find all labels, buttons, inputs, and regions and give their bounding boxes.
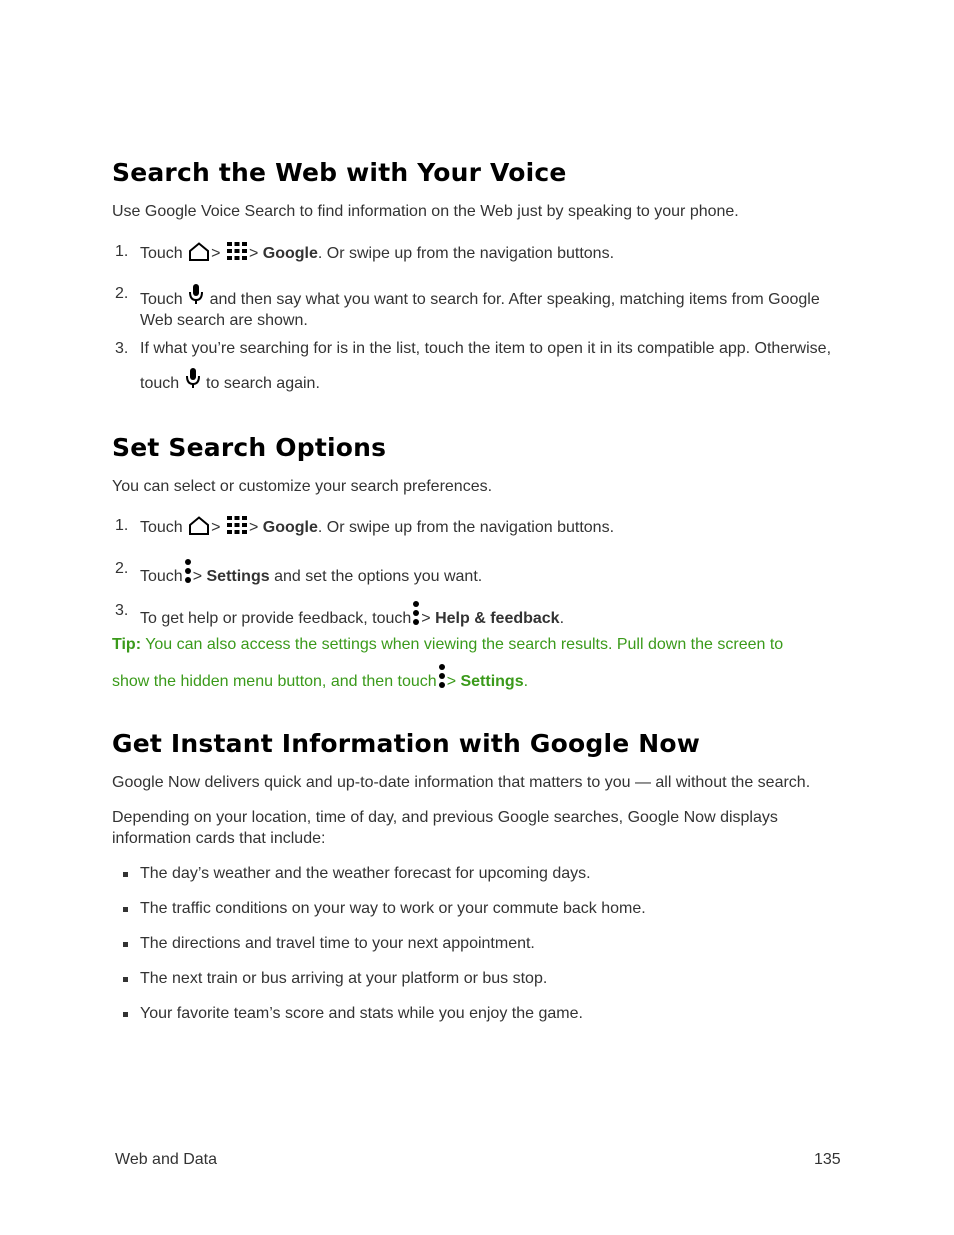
home-icon [188,516,210,535]
microphone-icon [188,283,204,307]
section-intro: Google Now delivers quick and up-to-date information that matters to you — all without the search. [112,774,811,791]
section-heading-voice-search: Search the Web with Your Voice [112,158,567,187]
more-options-icon [438,663,446,689]
apps-grid-icon [226,241,248,261]
section-intro: Use Google Voice Search to find information on the Web just by speaking to your phone. [112,203,739,220]
manual-page: Search the Web with Your Voice Use Google Voice Search to find information on the Web just by speaking to your phone. 1. Touch > > Google. Or swipe up from the navigation buttons. 2. Touch and then say what you want to search for. After speaking, matching items from Google Web search are shown. 3. If what you’re searching for is in the list, touch the item to open it in its compatible app. Otherwise, touch to search again. Set Search Options You can select or customize your search preferences. 1. Touch > > Google. Or swipe up from the navigation buttons. 2. Touch > Settings and set the options you want. 3. To get help or provide feedback, touch > Help & feedback. Tip: You can also access the settings when viewing the search results. Pull down the screen to show the hidden menu button, and then touch > Settings. Get Instant Information with Google Now Google Now delivers quick and up-to-date information that matters to you — all without the search. Depending on your location, time of day, and previous Google searches, Google Now displays information cards that include: The day’s weather and the weather forecast for upcoming days. The traffic conditions on your way to work or your commute back home. The directions and travel time to your next appointment. The next train or bus arriving at your platform or bus stop. Your favorite team’s score and stats while you enjoy the game. Web and Data 135 [112,158,841,1168]
footer-page-number: 135 [814,1151,841,1168]
apps-grid-icon [226,515,248,535]
section-heading-search-options: Set Search Options [112,433,387,462]
footer-section-name: Web and Data [115,1151,217,1168]
more-options-icon [184,558,192,584]
section-heading-google-now: Get Instant Information with Google Now [112,729,701,758]
tip-note: Tip: You can also access the settings when viewing the search results. Pull down the screen to show the hidden menu button, and then touch > Settings. [112,636,784,690]
section-intro: You can select or customize your search preferences. [112,478,493,495]
home-icon [188,242,210,261]
microphone-icon [185,367,201,391]
more-options-icon [412,600,420,626]
section-intro: Depending on your location, time of day, and previous Google searches, Google Now displays information cards that include: [112,809,778,847]
